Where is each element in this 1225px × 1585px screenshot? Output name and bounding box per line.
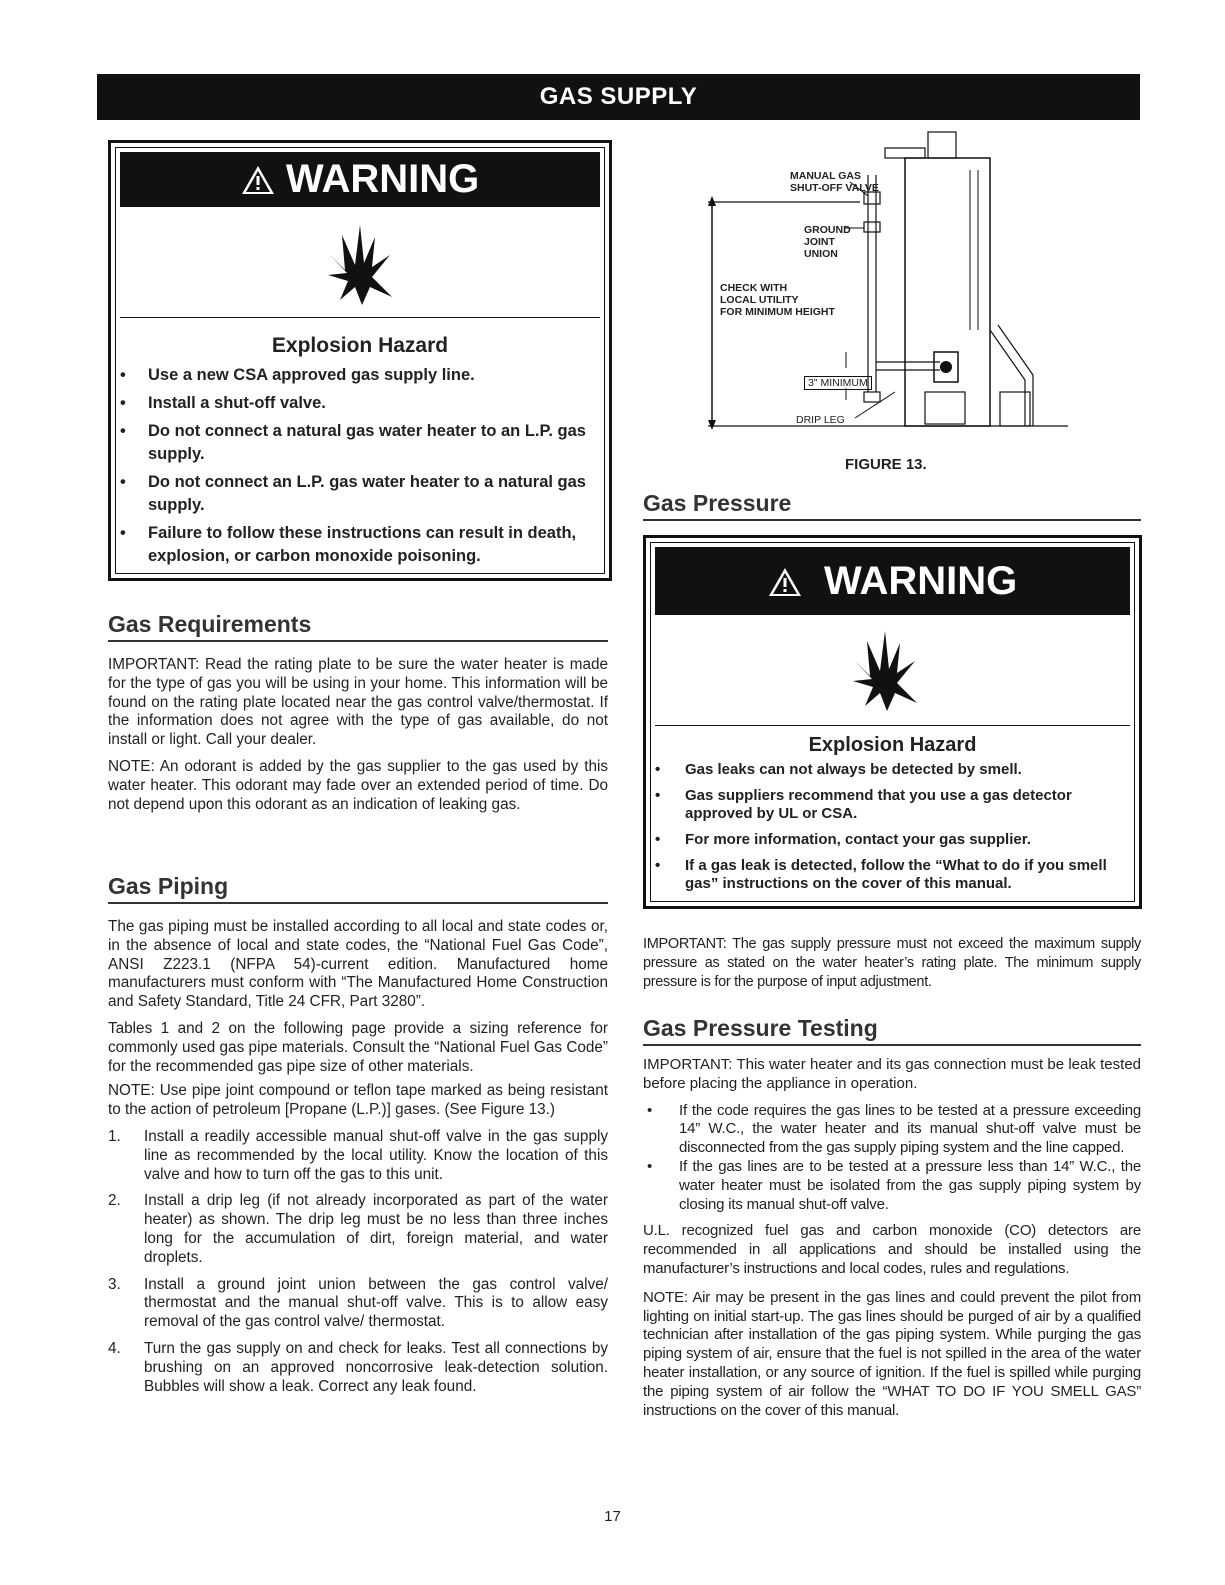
step-text: Install a drip leg (if not already incorporated as part of the water heater) as shown. The drip leg must be no less than three inches long for the accumulation of dirt, foreign material, and water droplets. bbox=[144, 1192, 608, 1266]
section-title: Gas Requirements bbox=[108, 611, 608, 642]
step-number: 3. bbox=[108, 1275, 121, 1293]
explosion-icon bbox=[655, 615, 1130, 726]
label-check-utility: CHECK WITH LOCAL UTILITY FOR MINIMUM HEIGHT bbox=[720, 282, 835, 318]
steps-list bbox=[108, 1128, 608, 1396]
warning-item: • For more information, contact your gas supplier. bbox=[651, 831, 1128, 849]
list-item bbox=[108, 1340, 608, 1396]
gas-pressure-text bbox=[643, 935, 1141, 991]
warning-heading: WARNING bbox=[285, 157, 480, 201]
hazard-title: Explosion Hazard bbox=[271, 334, 449, 357]
step-number: 2. bbox=[108, 1192, 121, 1210]
warning-box-gas-leak bbox=[643, 535, 1142, 909]
warning-item: • Do not connect an L.P. gas water heater to a natural gas supply. bbox=[116, 471, 594, 517]
warning-list bbox=[651, 761, 1134, 893]
hazard-title: Explosion Hazard bbox=[808, 734, 977, 756]
step-text: Turn the gas supply on and check for leaks. Test all connections by brushing on an approved noncorrosive leak-detection solution. Bubbles will show a leak. Correct any leak found. bbox=[144, 1339, 608, 1395]
warning-header bbox=[655, 547, 1130, 615]
page-number: 17 bbox=[604, 1508, 621, 1525]
warning-triangle-icon bbox=[768, 559, 813, 603]
warning-item: • Failure to follow these instructions can result in death, explosion, or carbon monoxide poisoning. bbox=[116, 522, 594, 568]
gas-requirements-section bbox=[108, 611, 608, 814]
section-title: Gas Pressure Testing bbox=[643, 1015, 1141, 1046]
test-bullet-list bbox=[643, 1102, 1141, 1215]
step-number: 4. bbox=[108, 1339, 121, 1357]
label-3-minimum: 3" MINIMUM bbox=[804, 376, 872, 390]
warning-header bbox=[120, 152, 600, 207]
paragraph: NOTE: Use pipe joint compound or teflon tape marked as being resistant to the action of petroleum [Propane (L.P.)] gases. (See Figure 13.) bbox=[108, 1082, 608, 1119]
warning-box-explosion bbox=[108, 140, 612, 581]
warning-heading: WARNING bbox=[823, 559, 1018, 603]
list-item: • If the gas lines are to be tested at a pressure less than 14” W.C., the water heater must be isolated from the gas supply piping system by closing its manual shut-off valve. bbox=[643, 1158, 1141, 1214]
warning-item: • Do not connect a natural gas water heater to an L.P. gas supply. bbox=[116, 420, 594, 466]
paragraph: IMPORTANT: Read the rating plate to be sure the water heater is made for the type of gas you will be using in your home. This information will be found on the rating plate located near the gas control valve/thermostat. If the information does not agree with the type of gas available, do not install or light. Call your dealer. bbox=[108, 656, 608, 749]
section-title: Gas Piping bbox=[108, 873, 608, 904]
list-item: • If the code requires the gas lines to be tested at a pressure exceeding 14” W.C., the water heater and its manual shut-off valve must be disconnected from the gas supply piping system and the line capped. bbox=[643, 1102, 1141, 1158]
gas-pressure-testing-section bbox=[643, 1015, 1141, 1420]
step-text: Install a readily accessible manual shut-off valve in the gas supply line as recommended by the local utility. Know the location of this valve and how to turn off the gas to this unit. bbox=[144, 1127, 608, 1183]
list-item bbox=[108, 1128, 608, 1184]
warning-item: • Install a shut-off valve. bbox=[116, 392, 594, 415]
gas-piping-section bbox=[108, 873, 608, 1396]
paragraph: NOTE: Air may be present in the gas lines and could prevent the pilot from lighting on initial start-up. The gas lines should be purged of air by a qualified technician after installation of the gas piping system. While purging the gas piping system of air, ensure that the fuel is not spilled in the area of the water heater installation, or any source of ignition. If the fuel is spilled while purging the piping system of air follow the “WHAT TO DO IF YOU SMELL GAS” instructions on the cover of this manual. bbox=[643, 1288, 1141, 1419]
label-ground-joint-union: GROUND JOINT UNION bbox=[804, 224, 851, 260]
figure-13-diagram bbox=[700, 130, 1070, 440]
warning-item: • If a gas leak is detected, follow the “What to do if you smell gas” instructions on the cover of this manual. bbox=[651, 857, 1128, 893]
warning-item: • Gas leaks can not always be detected by smell. bbox=[651, 761, 1128, 779]
warning-triangle-icon bbox=[241, 157, 286, 201]
warning-box-inner bbox=[650, 542, 1135, 902]
warning-list bbox=[116, 364, 604, 568]
paragraph: IMPORTANT: This water heater and its gas connection must be leak tested before placing the appliance in operation. bbox=[643, 1056, 1141, 1092]
warning-item: • Gas suppliers recommend that you use a gas detector approved by UL or CSA. bbox=[651, 787, 1128, 823]
list-item bbox=[108, 1276, 608, 1332]
figure-caption: FIGURE 13. bbox=[845, 456, 927, 473]
paragraph: U.L. recognized fuel gas and carbon monoxide (CO) detectors are recommended in all applications and should be installed using the manufacturer’s instructions and local codes, rules and regulations. bbox=[643, 1222, 1141, 1277]
paragraph: The gas piping must be installed according to all local and state codes or, in the absence of local and state codes, the “National Fuel Gas Code”, ANSI Z223.1 (NFPA 54)-current edition. Manufactured home manufacturers must conform with “The Manufactured Home Construction and Safety Standard, Title 24 CFR, Part 3280”. bbox=[108, 918, 608, 1011]
list-item bbox=[108, 1192, 608, 1267]
label-manual-gas-valve: MANUAL GAS SHUT-OFF VALVE bbox=[790, 170, 879, 194]
paragraph: NOTE: An odorant is added by the gas supplier to the gas used by this water heater. This odorant may fade over an extended period of time. Do not depend upon this odorant as an indication of leaking gas. bbox=[108, 757, 608, 813]
gas-pressure-section bbox=[643, 490, 1141, 521]
section-banner: GAS SUPPLY bbox=[97, 74, 1140, 120]
paragraph: Tables 1 and 2 on the following page provide a sizing reference for commonly used gas pipe materials. Consult the “National Fuel Gas Code” for the recommended gas pipe size of other materials. bbox=[108, 1019, 608, 1075]
step-number: 1. bbox=[108, 1127, 121, 1145]
step-text: Install a ground joint union between the gas control valve/ thermostat and the manual shut-off valve. This is to allow easy removal of the gas control valve/ thermostat. bbox=[144, 1275, 608, 1331]
warning-item: • Use a new CSA approved gas supply line. bbox=[116, 364, 594, 387]
warning-box-inner bbox=[115, 147, 605, 574]
explosion-icon bbox=[120, 207, 600, 318]
paragraph: IMPORTANT: The gas supply pressure must not exceed the maximum supply pressure as stated on the water heater’s rating plate. The minimum supply pressure is for the purpose of input adjustment. bbox=[643, 936, 1141, 990]
section-title: Gas Pressure bbox=[643, 490, 1141, 521]
label-drip-leg: DRIP LEG bbox=[796, 414, 845, 426]
